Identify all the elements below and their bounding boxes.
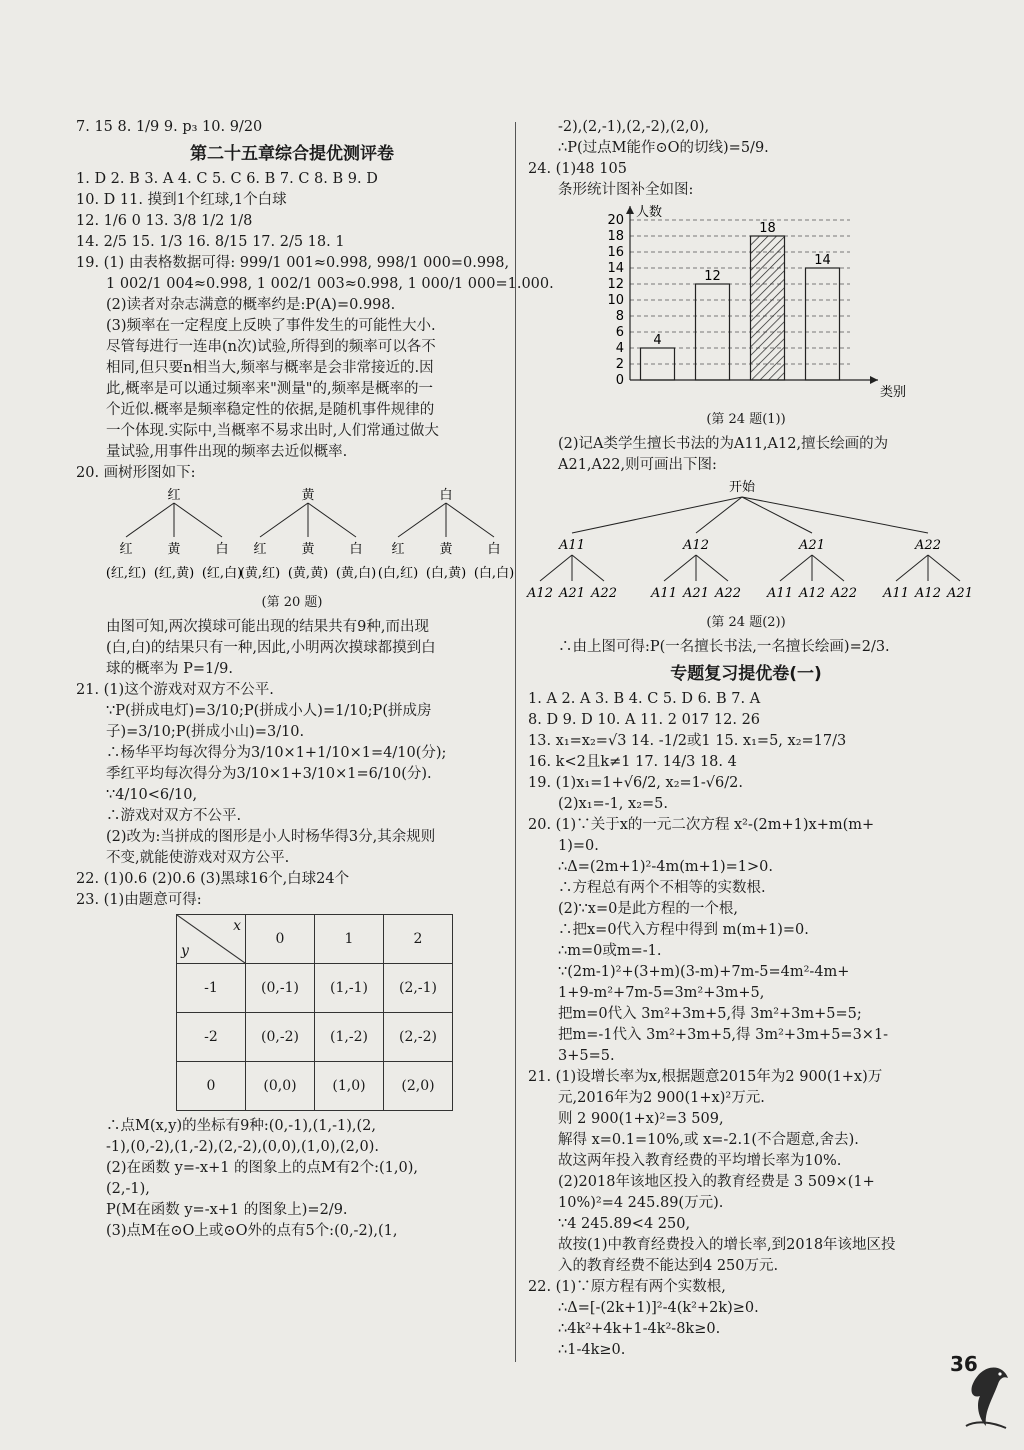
answer-line: 个近似.概率是频率稳定性的依据,是随机事件规律的 xyxy=(106,402,435,418)
answer-line: ∵4 245.89<4 250, xyxy=(558,1216,691,1232)
tree-leaf-label: A12 xyxy=(915,586,941,601)
table-row xyxy=(177,1062,453,1111)
answer-line: 22. (1)0.6 (2)0.6 (3)黑球16个,白球24个 xyxy=(76,871,350,887)
answer-line: 21. (1)这个游戏对双方不公平. xyxy=(76,682,274,698)
table-corner-y: y xyxy=(181,943,189,959)
tree-branch xyxy=(572,497,742,533)
tree-outcome-label: (黄,白) xyxy=(335,566,377,581)
right-answers-d xyxy=(528,690,964,1360)
tree-20-caption: (第 20 题) xyxy=(261,595,323,610)
answer-line: 季红平均每次得分为3/10×1+3/10×1=6/10(分). xyxy=(106,766,432,782)
answer-line: 14. 2/5 15. 1/3 16. 8/15 17. 2/5 18. 1 xyxy=(76,234,345,250)
answer-line: ∴点M(x,y)的坐标有9种:(0,-1),(1,-1),(2, xyxy=(106,1118,377,1134)
chart-x-axis-title: 类别 xyxy=(880,385,907,400)
answer-line: 19. (1) 由表格数据可得: 999/1 001≈0.998, 998/1 000=0.998, xyxy=(76,255,510,271)
table-cell: (0,0) xyxy=(246,1062,315,1111)
chart-y-tick-label: 0 xyxy=(615,373,624,388)
answer-line: (2,-1), xyxy=(106,1181,150,1197)
answer-line: (2)读者对杂志满意的概率约是:P(A)=0.998. xyxy=(106,297,396,313)
answer-line: ∴把x=0代入方程中得到 m(m+1)=0. xyxy=(558,922,809,938)
tree-branch xyxy=(174,503,222,537)
tree-outcome-label: (红,白) xyxy=(201,566,243,581)
answer-line: 21. (1)设增长率为x,根据题意2015年为2 900(1+x)万 xyxy=(528,1069,883,1085)
table-row-header: 0 xyxy=(177,1062,246,1111)
tree-branch xyxy=(742,497,812,533)
chart-x-arrow xyxy=(870,376,878,384)
table-cell: (2,-2) xyxy=(384,1013,453,1062)
table-col-header: 2 xyxy=(384,915,453,964)
table-corner-x: x xyxy=(233,918,241,934)
table-row xyxy=(177,1013,453,1062)
answer-line: 子)=3/10;P(拼成小山)=3/10. xyxy=(106,724,305,740)
tree-outcome-label: (黄,黄) xyxy=(287,566,329,581)
tree-leaf-label: A22 xyxy=(591,586,617,601)
tree-branch xyxy=(742,497,928,533)
answer-line: 由图可知,两次摸球可能出现的结果共有9种,而出现 xyxy=(106,619,429,635)
answer-line: 此,概率是可以通过频率来"测量"的,频率是概率的一 xyxy=(106,381,434,397)
tree-branch xyxy=(896,555,928,581)
chart-24-caption: (第 24 题(1)) xyxy=(706,412,786,427)
tree-branch xyxy=(260,503,308,537)
tree-leaf-label: 白 xyxy=(215,542,229,557)
answer-line: 把m=0代入 3m²+3m+5,得 3m²+3m+5=5; xyxy=(558,1006,862,1022)
chart-bar xyxy=(751,236,785,380)
answer-line: 1)=0. xyxy=(558,838,599,854)
right-column xyxy=(527,118,973,1362)
table-cell: (1,-2) xyxy=(315,1013,384,1062)
answer-line: (2)2018年该地区投入的教育经费是 3 509×(1+ xyxy=(558,1174,875,1190)
answer-line: (2)在函数 y=-x+1 的图象上的点M有2个:(1,0), xyxy=(106,1160,418,1176)
tree-branch xyxy=(308,503,356,537)
left-answers-c xyxy=(76,1117,508,1241)
tree-branch xyxy=(928,555,960,581)
tree-leaf-label: A22 xyxy=(715,586,741,601)
answer-line: 把m=-1代入 3m²+3m+5,得 3m²+3m+5=3×1- xyxy=(558,1027,889,1043)
table-cell: (0,-1) xyxy=(246,964,315,1013)
tree-leaf-label: A21 xyxy=(559,586,585,601)
answer-line: 3+5=5. xyxy=(558,1048,615,1064)
tree-branch xyxy=(780,555,812,581)
tree-24-svg xyxy=(527,477,973,605)
answer-line: 量试验,用事件出现的频率去近似概率. xyxy=(106,444,348,460)
tree-branch xyxy=(572,555,604,581)
answer-line: 8. D 9. D 10. A 11. 2 017 12. 26 xyxy=(528,712,761,728)
answer-line: 元,2016年为2 900(1+x)²万元. xyxy=(558,1090,765,1106)
tree-leaf-label: 白 xyxy=(487,542,501,557)
table-cell: (2,0) xyxy=(384,1062,453,1111)
tree-branch xyxy=(812,555,844,581)
tree-branch xyxy=(664,555,696,581)
tree-branch xyxy=(446,503,494,537)
answer-line: (2)x₁=-1, x₂=5. xyxy=(558,796,668,812)
page-number: 36 xyxy=(950,1352,978,1376)
answer-line: 20. (1)∵关于x的一元二次方程 x²-(2m+1)x+m(m+ xyxy=(528,817,875,833)
tree-root-label: 开始 xyxy=(728,480,756,495)
answer-line: 10%)²=4 245.89(万元). xyxy=(558,1195,724,1211)
answer-line: 故按(1)中教育经费投入的增长率,到2018年该地区投 xyxy=(558,1237,896,1253)
answer-line: 故这两年投入教育经费的平均增长率为10%. xyxy=(558,1153,842,1169)
answer-line: ∴由上图可得:P(一名擅长书法,一名擅长绘画)=2/3. xyxy=(558,639,890,655)
table-row-header: -1 xyxy=(177,964,246,1013)
chart-y-tick-label: 12 xyxy=(607,277,624,292)
tree-20-svg xyxy=(76,485,515,585)
answer-line: P(M在函数 y=-x+1 的图象上)=2/9. xyxy=(106,1202,348,1218)
chart-y-tick-label: 4 xyxy=(615,341,624,356)
tree-root-label: 红 xyxy=(167,488,181,503)
table-cell: (0,-2) xyxy=(246,1013,315,1062)
right-answers-a xyxy=(528,118,964,200)
left-answers-a xyxy=(76,170,554,483)
answer-line: 尽管每进行一连串(n次)试验,所得到的频率可以各不 xyxy=(106,339,436,355)
chart-y-tick-label: 20 xyxy=(607,213,624,228)
review-heading: 专题复习提优卷(一) xyxy=(670,664,822,684)
tree-diagram-24 xyxy=(527,477,973,632)
answer-line: 相同,但只要n相当大,频率与概率是会非常接近的.因 xyxy=(106,360,434,376)
tree-branch xyxy=(398,503,446,537)
answer-line: ∵4/10<6/10, xyxy=(106,787,198,803)
chart-y-tick-label: 8 xyxy=(615,309,624,324)
tree-outcome-label: (红,黄) xyxy=(153,566,195,581)
tree-leaf-label: A22 xyxy=(831,586,857,601)
tree-leaf-label: 红 xyxy=(119,542,133,557)
tree-leaf-label: A12 xyxy=(799,586,825,601)
answer-line: (2)改为:当拼成的图形是小人时杨华得3分,其余规则 xyxy=(106,829,436,845)
table-row-header: -2 xyxy=(177,1013,246,1062)
answers-7-10: 7. 15 8. 1/9 9. p₃ 10. 9/20 xyxy=(76,119,263,135)
answer-line: 条形统计图补全如图: xyxy=(558,182,694,198)
chart-y-axis-title: 人数 xyxy=(636,205,663,220)
answer-line: 19. (1)x₁=1+√6/2, x₂=1-√6/2. xyxy=(528,775,743,791)
table-col-header: 1 xyxy=(315,915,384,964)
tree-leaf-label: A21 xyxy=(947,586,973,601)
tree-leaf-label: A11 xyxy=(767,586,793,601)
answer-line: ∵(2m-1)²+(3+m)(3-m)+7m-5=4m²-4m+ xyxy=(558,964,850,980)
answer-line: 13. x₁=x₂=√3 14. -1/2或1 15. x₁=5, x₂=17/3 xyxy=(528,733,847,749)
answer-line: ∴方程总有两个不相等的实数根. xyxy=(558,880,766,896)
answer-line: (2)∵x=0是此方程的一个根, xyxy=(558,901,738,917)
answer-line: 不变,就能使游戏对双方公平. xyxy=(106,850,290,866)
answer-line: 1 002/1 004≈0.998, 1 002/1 003≈0.998, 1 000/1 000=1.000. xyxy=(106,276,554,292)
answer-line: 12. 1/6 0 13. 3/8 1/2 1/8 xyxy=(76,213,253,229)
chart-y-tick-label: 10 xyxy=(607,293,624,308)
table-col-header: 0 xyxy=(246,915,315,964)
bar-chart-24 xyxy=(598,202,964,408)
tree-branch xyxy=(540,555,572,581)
answer-line: 1. D 2. B 3. A 4. C 5. C 6. B 7. C 8. B 9. D xyxy=(76,171,378,187)
answer-line: A21,A22,则可画出下图: xyxy=(558,457,717,473)
answer-line: -1),(0,-2),(1,-2),(2,-2),(0,0),(1,0),(2,0). xyxy=(106,1139,379,1155)
answer-line: -2),(2,-1),(2,-2),(2,0), xyxy=(558,119,710,135)
answer-line: 解得 x=0.1=10%,或 x=-2.1(不合题意,舍去). xyxy=(558,1132,859,1148)
bar-chart-svg xyxy=(598,202,907,402)
answer-line: (3)频率在一定程度上反映了事件发生的可能性大小. xyxy=(106,318,436,334)
tree-mid-label: A21 xyxy=(799,538,825,553)
column-divider xyxy=(515,122,516,1362)
answer-line: 1. A 2. A 3. B 4. C 5. D 6. B 7. A xyxy=(528,691,761,707)
tree-leaf-label: 红 xyxy=(391,542,405,557)
answer-line: ∴Δ=(2m+1)²-4m(m+1)=1>0. xyxy=(558,859,773,875)
tree-mid-label: A12 xyxy=(683,538,709,553)
right-answers-b xyxy=(528,435,964,475)
tree-leaf-label: A12 xyxy=(527,586,553,601)
answer-line: ∴游戏对双方不公平. xyxy=(106,808,242,824)
tree-leaf-label: 黄 xyxy=(301,542,315,557)
answer-line: ∴Δ=[-(2k+1)]²-4(k²+2k)≥0. xyxy=(558,1300,759,1316)
answer-line: 球的概率为 P=1/9. xyxy=(106,661,233,677)
tree-24-caption: (第 24 题(2)) xyxy=(706,615,786,630)
answer-line: 入的教育经费不能达到4 250万元. xyxy=(558,1258,779,1274)
table-row xyxy=(177,964,453,1013)
answer-line: ∴杨华平均每次得分为3/10×1+1/10×1=4/10(分); xyxy=(106,745,447,761)
answer-line: 23. (1)由题意可得: xyxy=(76,892,202,908)
chart-y-tick-label: 14 xyxy=(607,261,624,276)
answer-line: 16. k<2且k≠1 17. 14/3 18. 4 xyxy=(528,754,737,770)
tree-outcome-label: (白,白) xyxy=(473,566,515,581)
chart-bar xyxy=(806,268,840,380)
answer-line: (3)点M在⊙O上或⊙O外的点有5个:(0,-2),(1, xyxy=(106,1223,398,1239)
tree-leaf-label: 红 xyxy=(253,542,267,557)
tree-root-label: 黄 xyxy=(301,488,315,503)
tree-branch xyxy=(696,497,742,533)
answer-line: 一个体现.实际中,当概率不易求出时,人们常通过做大 xyxy=(106,423,439,439)
tree-diagram-20 xyxy=(76,485,515,612)
answer-line: 24. (1)48 105 xyxy=(528,161,627,177)
answer-line: ∴1-4k≥0. xyxy=(558,1342,626,1358)
table-cell: (1,-1) xyxy=(315,964,384,1013)
table-cell: (1,0) xyxy=(315,1062,384,1111)
answer-line: 1+9-m²+7m-5=3m²+3m+5, xyxy=(558,985,765,1001)
tree-leaf-label: 白 xyxy=(349,542,363,557)
chart-y-tick-label: 2 xyxy=(615,357,624,372)
answer-line: (2)记A类学生擅长书法的为A11,A12,擅长绘画的为 xyxy=(558,436,889,452)
tree-mid-label: A22 xyxy=(915,538,941,553)
tree-leaf-label: A11 xyxy=(883,586,909,601)
tree-outcome-label: (白,红) xyxy=(377,566,419,581)
answer-line: 10. D 11. 摸到1个红球,1个白球 xyxy=(76,192,287,208)
table-header-row xyxy=(177,915,453,964)
tree-leaf-label: 黄 xyxy=(439,542,453,557)
chart-value-label: 14 xyxy=(814,253,831,268)
tree-leaf-label: 黄 xyxy=(167,542,181,557)
tree-root-label: 白 xyxy=(439,488,453,503)
answer-line: ∴m=0或m=-1. xyxy=(558,943,662,959)
chart-value-label: 12 xyxy=(704,269,721,284)
dolphin-logo-icon xyxy=(962,1356,1012,1434)
answer-line: 22. (1)∵原方程有两个实数根, xyxy=(528,1279,726,1295)
answer-line: 20. 画树形图如下: xyxy=(76,465,196,481)
answer-line: (白,白)的结果只有一种,因此,小明两次摸球都摸到白 xyxy=(106,640,436,656)
chart-y-arrow xyxy=(626,206,634,214)
answer-line: ∴P(过点M能作⊙O的切线)=5/9. xyxy=(558,140,769,156)
tree-leaf-label: A11 xyxy=(651,586,677,601)
tree-branch xyxy=(126,503,174,537)
chart-value-label: 18 xyxy=(759,221,776,236)
tree-mid-label: A11 xyxy=(559,538,585,553)
table-cell: (2,-1) xyxy=(384,964,453,1013)
tree-leaf-label: A21 xyxy=(683,586,709,601)
tree-outcome-label: (黄,红) xyxy=(239,566,281,581)
chart-y-tick-label: 6 xyxy=(615,325,624,340)
chart-y-tick-label: 16 xyxy=(607,245,624,260)
chart-value-label: 4 xyxy=(653,333,662,348)
chapter-25-heading: 第二十五章综合提优测评卷 xyxy=(190,144,394,164)
answer-line: ∴4k²+4k+1-4k²-8k≥0. xyxy=(558,1321,721,1337)
tree-branch xyxy=(696,555,728,581)
table-corner xyxy=(177,915,246,964)
answer-line: 则 2 900(1+x)²=3 509, xyxy=(558,1111,724,1127)
chart-y-tick-label: 18 xyxy=(607,229,624,244)
right-answers-c xyxy=(528,638,964,657)
table-23 xyxy=(176,914,453,1111)
tree-outcome-label: (红,红) xyxy=(105,566,147,581)
tree-outcome-label: (白,黄) xyxy=(425,566,467,581)
answer-line: ∵P(拼成电灯)=3/10;P(拼成小人)=1/10;P(拼成房 xyxy=(106,703,432,719)
left-answers-b xyxy=(76,618,508,910)
